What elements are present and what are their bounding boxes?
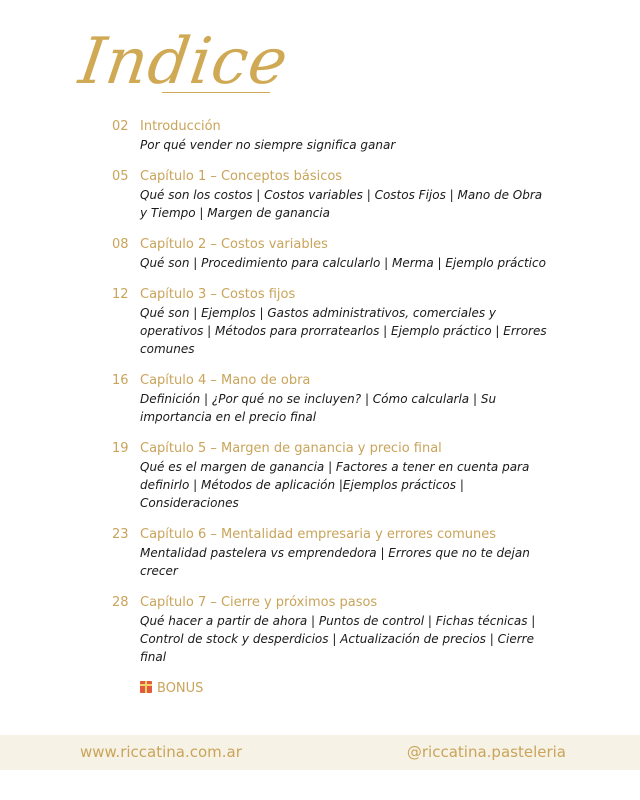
chapter-title: Capítulo 5 – Margen de ganancia y precio final — [140, 441, 442, 456]
page-number: 12 — [112, 287, 129, 302]
chapter-title: Capítulo 7 – Cierre y próximos pasos — [140, 595, 378, 610]
chapter-description: Por qué vender no siempre significa ganar — [140, 138, 396, 152]
toc-entry-chapter-2[interactable] — [112, 236, 552, 272]
chapter-title: Capítulo 4 – Mano de obra — [140, 373, 311, 388]
toc-entry-chapter-4[interactable] — [112, 372, 552, 426]
toc-entry-bonus[interactable] — [112, 680, 552, 698]
page-number: 08 — [112, 237, 129, 252]
gift-icon — [140, 681, 152, 693]
chapter-description: Qué es el margen de ganancia | Factores a tener en cuenta para definirlo | Métodos de aplicación |Ejemplos prácticos | Consideraciones — [140, 460, 530, 510]
chapter-description: Definición | ¿Por qué no se incluyen? | Cómo calcularla | Su importancia en el precio final — [140, 392, 497, 424]
toc-entry-chapter-1[interactable] — [112, 168, 552, 222]
page-number: 23 — [112, 527, 129, 542]
instagram-handle[interactable]: @riccatina.pasteleria — [406, 743, 566, 761]
page-number: 02 — [112, 119, 129, 134]
page-number: 19 — [112, 441, 129, 456]
table-of-contents — [112, 118, 552, 698]
chapter-title: Capítulo 3 – Costos fijos — [140, 287, 296, 302]
chapter-description: Mentalidad pastelera vs emprendedora | Errores que no te dejan crecer — [140, 546, 530, 578]
page-number: 16 — [112, 373, 129, 388]
toc-entry-chapter-6[interactable] — [112, 526, 552, 580]
bonus-label: BONUS — [157, 681, 204, 696]
chapter-title: Capítulo 2 – Costos variables — [140, 237, 328, 252]
index-title-block — [74, 14, 293, 110]
toc-entry-intro[interactable] — [112, 118, 552, 154]
page-number: 05 — [112, 169, 129, 184]
chapter-description: Qué son los costos | Costos variables | Costos Fijos | Mano de Obra y Tiempo | Margen de ganancia — [140, 188, 543, 220]
chapter-title: Capítulo 1 – Conceptos básicos — [140, 169, 343, 184]
toc-entry-chapter-7[interactable] — [112, 594, 552, 666]
toc-entry-chapter-5[interactable] — [112, 440, 552, 512]
page-title: Indice — [74, 25, 293, 99]
toc-entry-chapter-3[interactable] — [112, 286, 552, 358]
chapter-description: Qué hacer a partir de ahora | Puntos de control | Fichas técnicas | Control de stock y desperdicios | Actualización de precios | Cierre final — [140, 614, 536, 664]
chapter-title: Introducción — [140, 119, 221, 134]
chapter-title: Capítulo 6 – Mentalidad empresaria y errores comunes — [140, 527, 497, 542]
title-underline — [162, 92, 270, 93]
footer-bar — [0, 735, 640, 770]
chapter-description: Qué son | Ejemplos | Gastos administrativos, comerciales y operativos | Métodos para prorratearlos | Ejemplo práctico | Errores comunes — [140, 306, 547, 356]
page-number: 28 — [112, 595, 129, 610]
website-link[interactable]: www.riccatina.com.ar — [80, 743, 242, 761]
chapter-description: Qué son | Procedimiento para calcularlo | Merma | Ejemplo práctico — [140, 256, 546, 270]
